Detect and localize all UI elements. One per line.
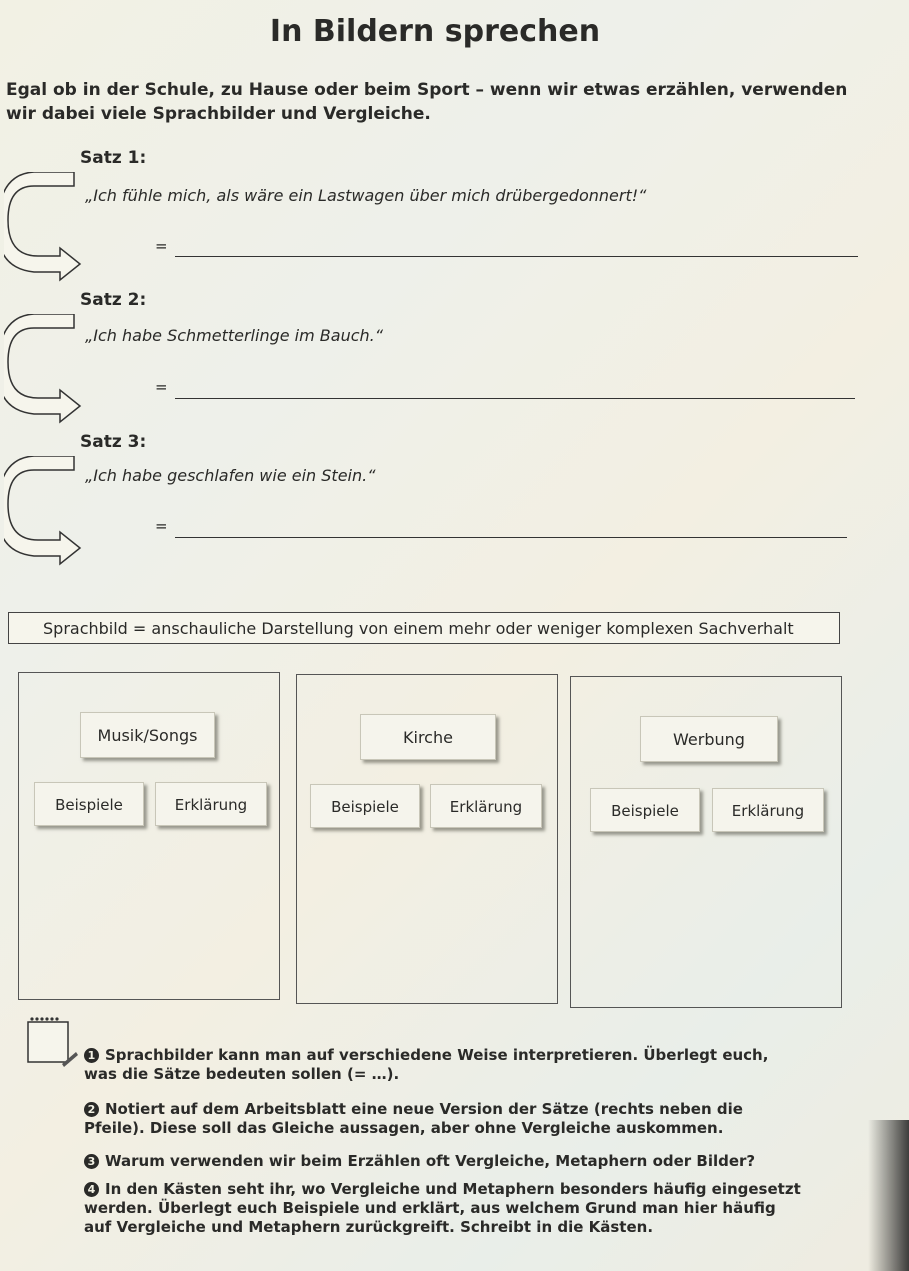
box-1-title: Musik/Songs [80,712,215,758]
satz-3-equals: = [155,517,168,535]
task-1-text: Sprachbilder kann man auf verschiedene Weise interpretieren. Überlegt euch, was die Sätze bedeuten sollen (= …). [84,1046,769,1083]
curved-arrow-icon [4,456,84,566]
box-1-beispiele: Beispiele [34,782,144,826]
curved-arrow-icon [4,172,84,282]
box-2-title: Kirche [360,714,496,760]
task-4 [84,1180,804,1237]
box-3-erklaerung: Erklärung [712,788,824,832]
satz-2-quote: „Ich habe Schmetterlinge im Bauch.“ [85,326,384,345]
intro-text: Egal ob in der Schule, zu Hause oder beim Sport – wenn wir etwas erzählen, verwenden wir dabei viele Sprachbilder und Vergleiche. [6,80,848,124]
satz-3-answer-line[interactable] [175,537,847,538]
screen-edge [868,1120,909,1271]
box-1-erklaerung: Erklärung [155,782,267,826]
box-2-erklaerung: Erklärung [430,784,542,828]
satz-1-answer-line[interactable] [175,256,858,257]
task-1 [84,1046,804,1084]
box-3-beispiele: Beispiele [590,788,700,832]
satz-1-label: Satz 1: [80,148,147,168]
task-2-number: 2 [84,1102,99,1117]
satz-3-quote: „Ich habe geschlafen wie ein Stein.“ [85,466,376,485]
task-1-number: 1 [84,1048,99,1063]
task-2-text: Notiert auf dem Arbeitsblatt eine neue Version der Sätze (rechts neben die Pfeile). Diese soll das Gleiche aussagen, aber ohne Vergleiche auskommen. [84,1100,743,1137]
box-3-title: Werbung [640,716,778,762]
curved-arrow-icon [4,314,84,424]
satz-1-quote: „Ich fühle mich, als wäre ein Lastwagen über mich drübergedonnert!“ [85,186,647,205]
satz-1-equals: = [155,237,168,255]
box-2-beispiele: Beispiele [310,784,420,828]
definition-box: Sprachbild = anschauliche Darstellung von einem mehr oder weniger komplexen Sachverhalt [8,612,840,644]
task-4-number: 4 [84,1182,99,1197]
satz-2-label: Satz 2: [80,290,147,310]
task-3-text: Warum verwenden wir beim Erzählen oft Vergleiche, Metaphern oder Bilder? [105,1152,756,1170]
task-2 [84,1100,804,1138]
task-4-text: In den Kästen seht ihr, wo Vergleiche und Metaphern besonders häufig eingesetzt werden. Überlegt euch Beispiele und erklärt, aus welchem Grund man hier häufig auf Vergleiche und Metaphern zurückgreift. Schreibt in die Kästen. [84,1180,801,1236]
task-3-number: 3 [84,1154,99,1169]
satz-2-answer-line[interactable] [175,398,855,399]
satz-3-label: Satz 3: [80,432,147,452]
satz-2-equals: = [155,378,168,396]
task-3 [84,1152,804,1171]
notebook-icon [22,1012,80,1070]
page-title: In Bildern sprechen [269,14,601,49]
